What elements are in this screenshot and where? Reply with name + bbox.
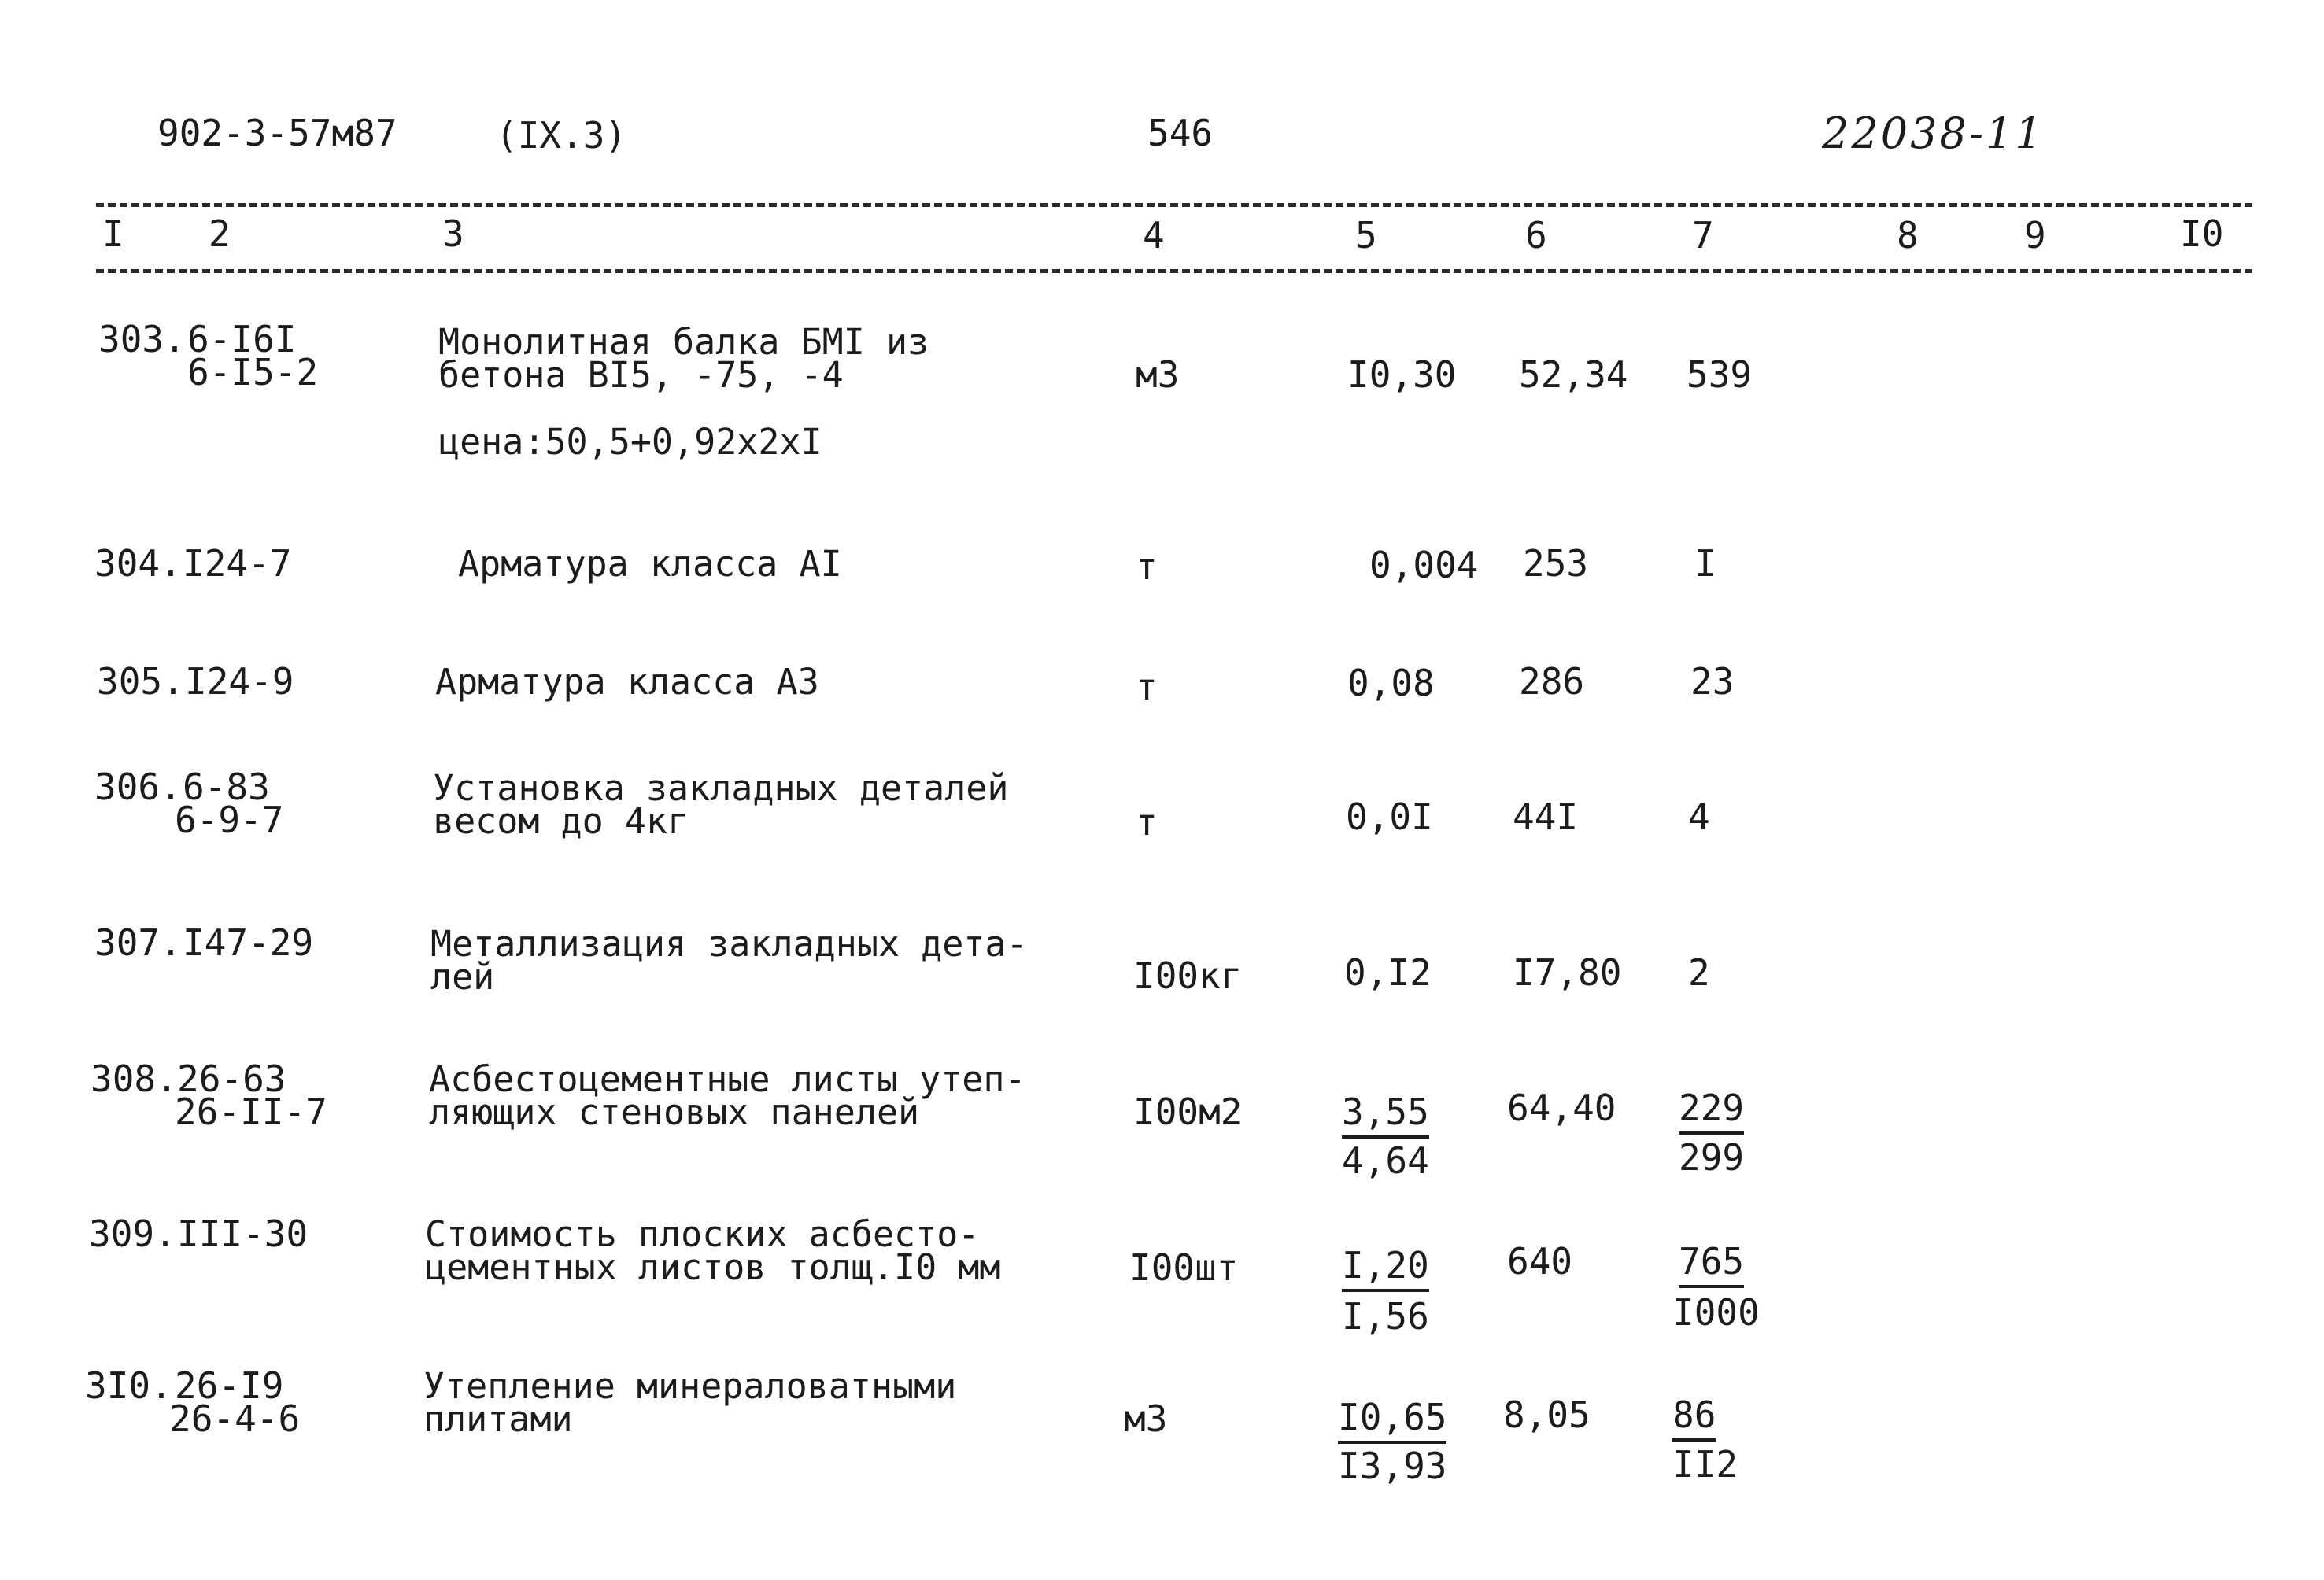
page-number: 546 (1147, 112, 1214, 154)
row-number: 306. (94, 766, 182, 808)
row-cost: 23 (1690, 660, 1735, 703)
row-code: 6-83 (183, 766, 270, 808)
row-cost: I (1694, 542, 1716, 585)
row-description-line-1: Стоимость плоских асбесто- (425, 1213, 980, 1255)
row-cost: 229 (1679, 1087, 1744, 1135)
row-cost-total: 299 (1679, 1136, 1745, 1179)
col-header-8: 8 (1897, 214, 1919, 257)
row-number: 305. (97, 660, 184, 703)
row-number: 303. (98, 318, 186, 360)
row-cost-fraction (1672, 1394, 1716, 1436)
row-description-line-1: Арматура класса AI (458, 543, 842, 585)
row-code-secondary: 26-4-6 (169, 1397, 301, 1440)
row-code: 26-63 (177, 1058, 286, 1100)
row-cost: 539 (1687, 353, 1753, 396)
col-header-7: 7 (1692, 214, 1714, 257)
row-cost-total: I000 (1672, 1291, 1760, 1334)
row-unit-price: 253 (1523, 542, 1589, 585)
row-unit-price: 8,05 (1503, 1394, 1591, 1436)
col-header-4: 4 (1143, 214, 1165, 257)
row-unit: т (1136, 545, 1158, 588)
row-quantity: 0,08 (1347, 662, 1435, 704)
row-cost-fraction (1679, 1087, 1745, 1129)
row-unit: м3 (1136, 353, 1180, 396)
row-unit-price: 44I (1513, 796, 1579, 838)
row-unit-price: 64,40 (1507, 1087, 1616, 1129)
header-rule-top (96, 203, 2252, 207)
row-quantity: 0,004 (1369, 544, 1479, 586)
col-header-1: I (102, 212, 124, 255)
row-quantity-total: I,56 (1342, 1295, 1429, 1338)
row-unit: т (1136, 666, 1158, 708)
row-description-line-1: Металлизация закладных дета- (430, 923, 1028, 965)
row-cost: 765 (1679, 1240, 1744, 1288)
row-unit: I00кг (1133, 954, 1243, 997)
row-quantity: 3,55 (1342, 1091, 1429, 1139)
row-quantity: I0,30 (1347, 353, 1457, 396)
row-description-line-1: Установка закладных деталей (433, 767, 1009, 809)
row-unit-price: 286 (1519, 660, 1585, 703)
row-description-line-2: плитами (423, 1398, 573, 1440)
row-unit-price: 52,34 (1519, 353, 1628, 396)
row-description-line-1: Утепление минераловатными (423, 1365, 957, 1407)
document-code: 902-3-57м87 (157, 112, 397, 154)
row-description-line-1: Арматура класса A3 (435, 661, 819, 703)
row-code-secondary: 26-II-7 (175, 1091, 327, 1133)
col-header-6: 6 (1525, 214, 1547, 257)
header-rule-bottom (96, 269, 2252, 273)
row-code: 6-I6I (187, 318, 297, 360)
row-cost: 2 (1688, 951, 1710, 994)
row-code: I47-29 (183, 921, 314, 964)
row-cost: 4 (1688, 796, 1710, 838)
row-code-secondary: 6-I5-2 (187, 351, 319, 393)
row-unit-price: 640 (1507, 1240, 1573, 1283)
row-unit: т (1136, 801, 1158, 844)
row-code: I24-7 (183, 542, 292, 585)
row-quantity: 0,I2 (1344, 951, 1432, 994)
section-number: (IX.3) (496, 114, 627, 157)
row-number: 309. (89, 1213, 176, 1255)
row-unit-price: I7,80 (1513, 951, 1622, 994)
row-unit: I00м2 (1133, 1091, 1243, 1133)
row-cost-fraction (1679, 1240, 1745, 1283)
row-description-line-2: весом до 4кг (433, 800, 689, 842)
row-quantity: 0,0I (1346, 796, 1433, 838)
row-code-secondary: 6-9-7 (175, 799, 284, 841)
row-description-line-1: Монолитная балка БМI из (438, 321, 929, 363)
row-description-line-2: цементных листов толщ.I0 мм (425, 1246, 1001, 1288)
row-code: 26-I9 (175, 1364, 284, 1407)
row-unit: м3 (1124, 1397, 1168, 1440)
row-quantity-total: I3,93 (1338, 1445, 1447, 1487)
row-quantity-fraction (1342, 1091, 1429, 1133)
row-number: 308. (91, 1058, 178, 1100)
col-header-5: 5 (1355, 214, 1377, 257)
col-header-2: 2 (209, 212, 231, 255)
row-description-line-2: бетона BI5, -75, -4 (438, 354, 844, 396)
col-header-10: I0 (2180, 212, 2224, 255)
handwritten-reference: 22038-11 (1822, 109, 2045, 158)
row-code: III-30 (177, 1213, 309, 1255)
row-number: 304. (94, 542, 182, 585)
row-unit: I00шт (1129, 1246, 1239, 1289)
row-cost-total: II2 (1672, 1443, 1738, 1486)
col-header-3: 3 (442, 212, 464, 255)
row-description-line-2: ляющих стеновых панелей (429, 1091, 920, 1133)
row-description-line-1: Асбестоцементные листы утеп- (429, 1058, 1026, 1100)
row-code: I24-9 (185, 660, 294, 703)
row-cost: 86 (1672, 1394, 1716, 1442)
row-quantity-fraction (1338, 1396, 1447, 1438)
row-quantity: I,20 (1342, 1244, 1429, 1292)
row-price-note: цена:50,5+0,92x2xI (438, 421, 822, 463)
row-description-line-2: лей (430, 956, 495, 998)
row-quantity-total: 4,64 (1342, 1139, 1429, 1182)
row-number: 307. (94, 921, 182, 964)
row-quantity-fraction (1342, 1244, 1429, 1287)
row-quantity: I0,65 (1338, 1396, 1446, 1444)
col-header-9: 9 (2024, 214, 2046, 257)
row-number: 3I0. (85, 1364, 172, 1407)
